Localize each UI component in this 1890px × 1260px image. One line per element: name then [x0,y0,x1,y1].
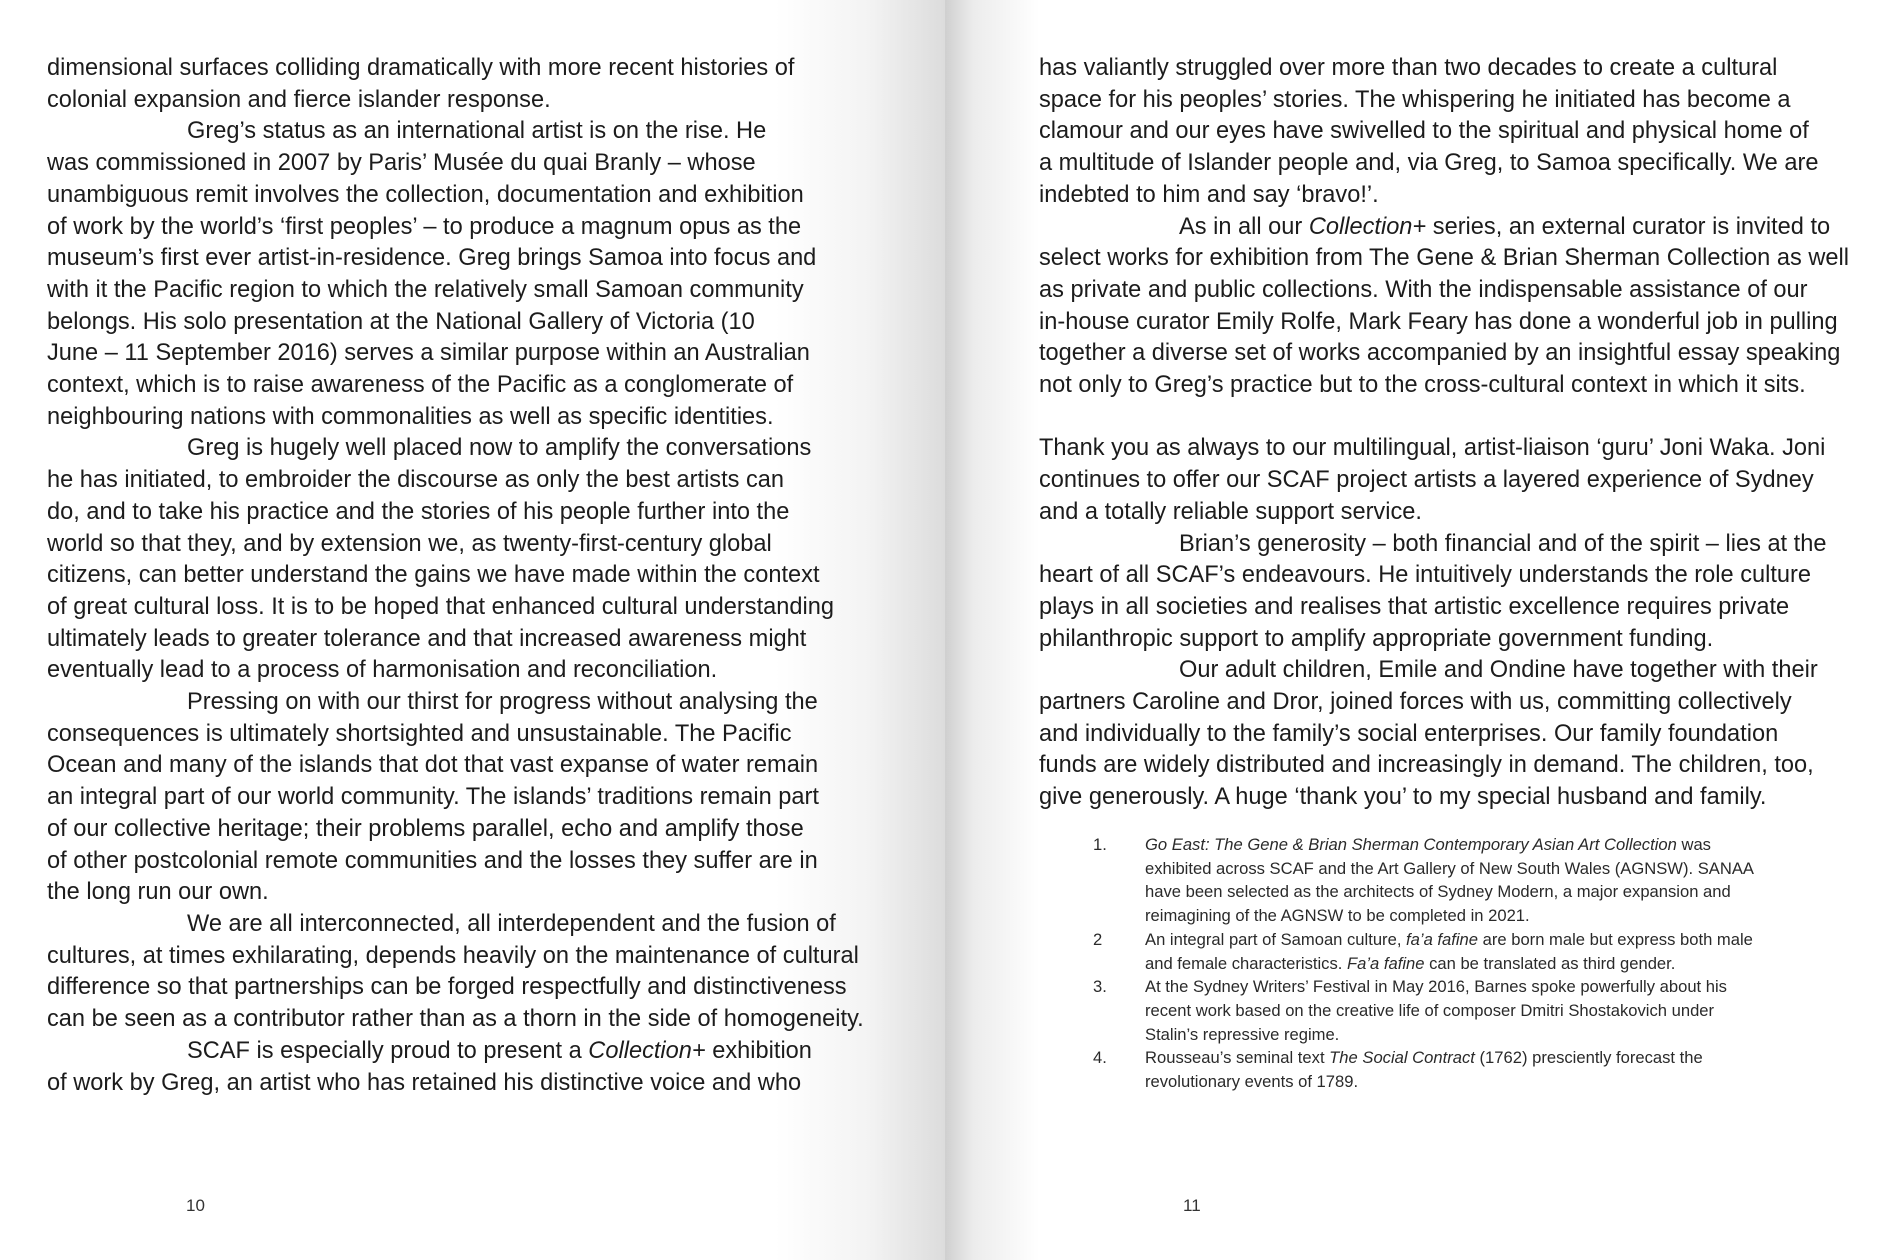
paragraph-line: June – 11 September 2016) serves a similar purpose within an Australian [47,340,810,367]
paragraph-line: Pressing on with our thirst for progress without analysing the [187,689,818,716]
paragraph-line: and individually to the family’s social enterprises. Our family foundation [1039,720,1779,747]
paragraph-line: heart of all SCAF’s endeavours. He intuitively understands the role culture [1039,562,1812,589]
paragraph-line: of great cultural loss. It is to be hoped that enhanced cultural understanding [47,593,834,620]
right-page [945,0,1890,1260]
paragraph-line: context, which is to raise awareness of the Pacific as a conglomerate of [47,372,794,399]
page-number: 11 [1183,1196,1201,1215]
paragraph-line: not only to Greg’s practice but to the cross-cultural context in which it sits. [1039,372,1806,399]
footnote-1: 1. Go East: The Gene & Brian Sherman Contemporary Asian Art Collection was exhibited across SCAF and the Art Gallery of New South Wales (AGNSW). SANAA have been selected as the architects of Sydney Modern, a major expansion and reimagining of the AGNSW to be completed in 2021. [1093,835,1754,926]
paragraph-line: of work by Greg, an artist who has retained his distinctive voice and who [47,1069,802,1096]
paragraph-line: plays in all societies and realises that artistic excellence requires private [1039,593,1790,620]
paragraph-line: select works for exhibition from The Gene & Brian Sherman Collection as well [1039,245,1849,272]
footnotes [1093,833,1825,1094]
paragraph-line: partners Caroline and Dror, joined forces with us, committing collectively [1039,689,1792,716]
paragraph-line: he has initiated, to embroider the discourse as only the best artists can [47,467,785,494]
paragraph-line: of other postcolonial remote communities and the losses they suffer are in [47,847,818,874]
paragraph-line: give generously. A huge ‘thank you’ to my special husband and family. [1039,784,1767,811]
paragraph-line: consequences is ultimately shortsighted and unsustainable. The Pacific [47,720,792,747]
paragraph-line: world so that they, and by extension we, as twenty-first-century global [47,530,772,557]
footnote-2: 2 An integral part of Samoan culture, fa’a fafine are born male but express both male and female characteristics. Fa’a fafine can be translated as third gender. [1093,929,1753,973]
paragraph: SCAF is especially proud to present a Collection+ exhibition [187,1037,812,1064]
paragraph-line: philanthropic support to amplify appropriate government funding. [1039,625,1714,652]
paragraph-line: museum’s first ever artist-in-residence. Greg brings Samoa into focus and [47,245,817,272]
paragraph-line: with it the Pacific region to which the relatively small Samoan community [47,276,804,303]
paragraph-line: the long run our own. [47,879,269,906]
paragraph-line: was commissioned in 2007 by Paris’ Musée du quai Branly – whose [47,150,756,177]
paragraph: As in all our Collection+ series, an external curator is invited to [1179,213,1831,240]
paragraph-line: do, and to take his practice and the stories of his people further into the [47,498,790,525]
paragraph-line: an integral part of our world community. The islands’ traditions remain part [47,784,819,811]
paragraph-line: unambiguous remit involves the collection, documentation and exhibition [47,181,804,208]
paragraph-line: clamour and our eyes have swivelled to the spiritual and physical home of [1039,118,1809,145]
paragraph-line: Brian’s generosity – both financial and of the spirit – lies at the [1179,530,1827,557]
paragraph-line: and a totally reliable support service. [1039,498,1422,525]
paragraph-line: of our collective heritage; their problems parallel, echo and amplify those [47,815,804,842]
paragraph-line: cultures, at times exhilarating, depends heavily on the maintenance of cultural [47,942,859,969]
paragraph-line: Greg is hugely well placed now to amplify the conversations [187,435,812,462]
paragraph-line: belongs. His solo presentation at the National Gallery of Victoria (10 [47,308,755,335]
paragraph-line: as private and public collections. With the indispensable assistance of our [1039,276,1808,303]
paragraph-line: can be seen as a contributor rather than as a thorn in the side of homogeneity. [47,1006,864,1033]
paragraph-line: Our adult children, Emile and Ondine have together with their [1179,657,1818,684]
right-body-text [1039,53,1849,814]
paragraph-line: indebted to him and say ‘bravo!’. [1039,181,1379,208]
page-number: 10 [186,1196,205,1215]
paragraph-line: Ocean and many of the islands that dot that vast expanse of water remain [47,752,819,779]
paragraph-line: citizens, can better understand the gains we have made within the context [47,562,820,589]
paragraph-line: a multitude of Islander people and, via Greg, to Samoa specifically. We are [1039,150,1819,177]
paragraph-line: funds are widely distributed and increasingly in demand. The children, too, [1039,752,1814,779]
footnote-4: 4. Rousseau’s seminal text The Social Contract (1762) presciently forecast the revolutionary events of 1789. [1093,1048,1703,1092]
paragraph-line: of work by the world’s ‘first peoples’ – to produce a magnum opus as the [47,213,802,240]
paragraph-line: neighbouring nations with commonalities as well as specific identities. [47,403,774,430]
paragraph-line: eventually lead to a process of harmonisation and reconciliation. [47,657,718,684]
paragraph-line: Greg’s status as an international artist is on the rise. He [187,118,767,145]
paragraph-line: continues to offer our SCAF project artists a layered experience of Sydney [1039,467,1814,494]
paragraph-line: We are all interconnected, all interdependent and the fusion of [187,910,836,937]
paragraph-line: space for his peoples’ stories. The whispering he initiated has become a [1039,86,1791,113]
paragraph-line: has valiantly struggled over more than two decades to create a cultural [1039,55,1778,81]
paragraph-line: together a diverse set of works accompanied by an insightful essay speaking [1039,340,1841,367]
footnote-3: 3. At the Sydney Writers’ Festival in May 2016, Barnes spoke powerfully about his recent work based on the creative life of composer Dmitri Shostakovich under Stalin’s repressive regime. [1093,977,1727,1044]
paragraph-line: ultimately leads to greater tolerance and that increased awareness might [47,625,807,652]
paragraph-line: difference so that partnerships can be forged respectfully and distinctiveness [47,974,847,1001]
paragraph-line: Thank you as always to our multilingual, artist-liaison ‘guru’ Joni Waka. Joni [1039,435,1826,462]
left-body-text [47,53,864,1099]
paragraph-line: dimensional surfaces colliding dramatically with more recent histories of [47,55,795,81]
paragraph-line: colonial expansion and fierce islander response. [47,86,551,113]
paragraph-line: in-house curator Emily Rolfe, Mark Feary has done a wonderful job in pulling [1039,308,1838,335]
